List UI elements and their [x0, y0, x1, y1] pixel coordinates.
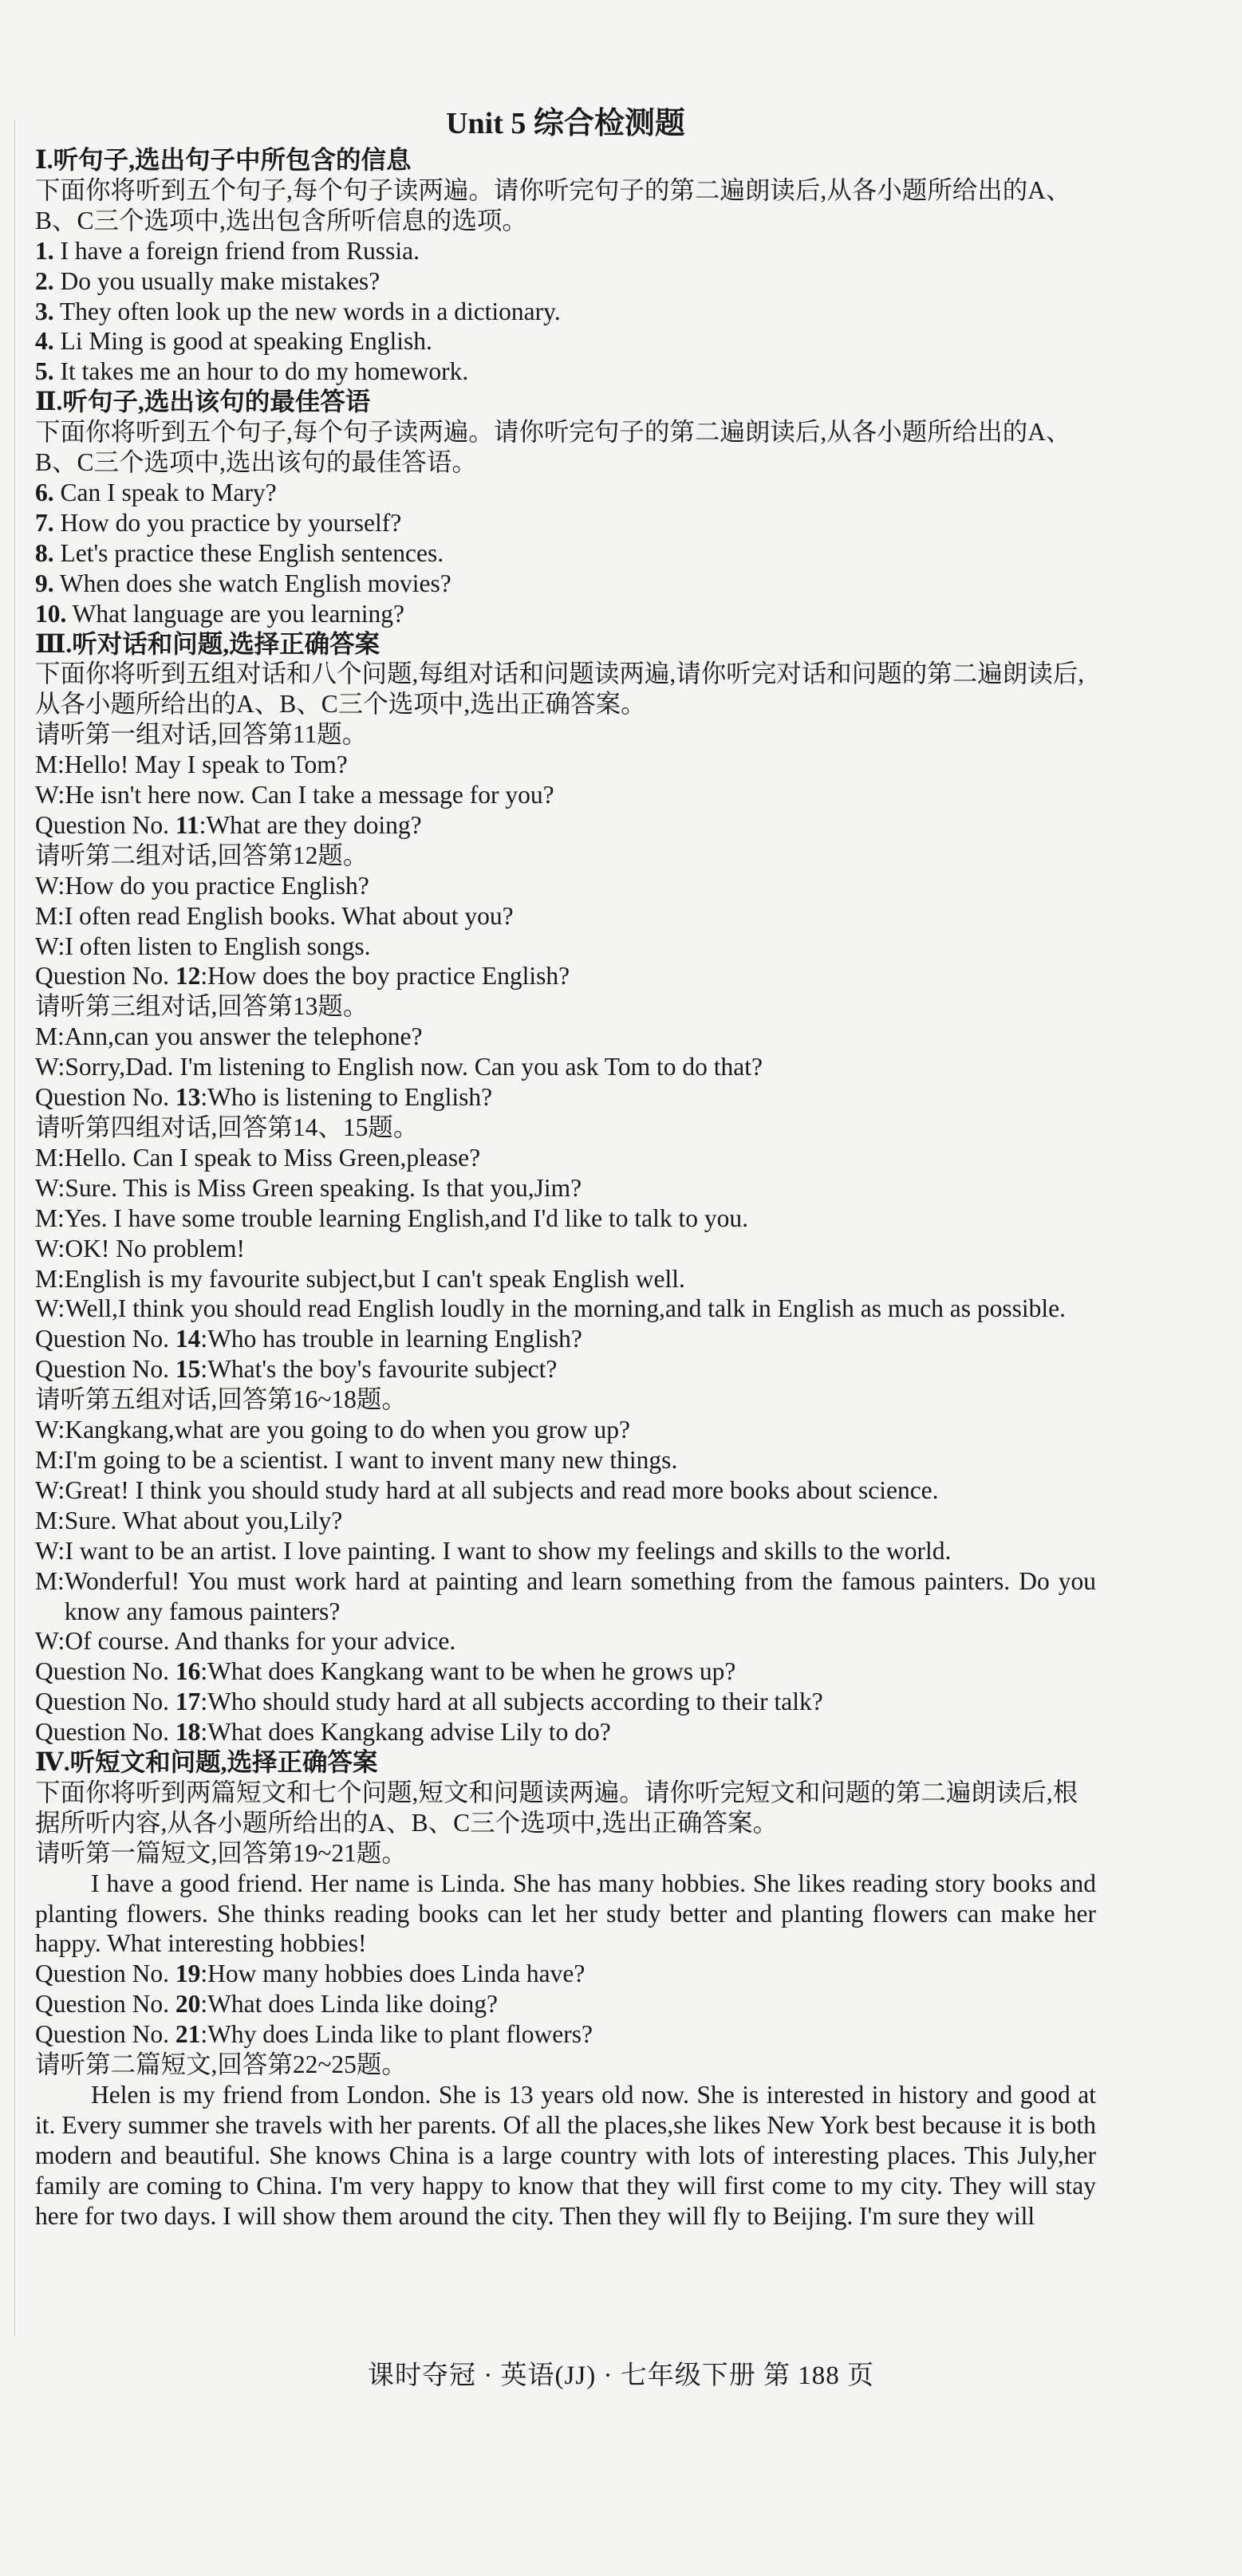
dialogue-text: OK! No problem! — [65, 1234, 246, 1262]
question-prefix: Question No. — [35, 2020, 175, 2049]
item-number: 8. — [35, 538, 54, 567]
dialogue-line — [35, 750, 1096, 780]
section-heading: Ⅱ.听句子,选出该句的最佳答语 — [35, 388, 371, 416]
question-line — [35, 1687, 1096, 1717]
speaker-label: W: — [35, 1053, 65, 1081]
question-number: 21 — [175, 2020, 201, 2049]
item-number: 1. — [35, 236, 54, 265]
dialogue-text: I'm going to be a scientist. I want to invent many new things. — [64, 1445, 678, 1474]
page-gutter-line — [14, 120, 15, 2337]
listening-item — [35, 266, 1096, 297]
question-text: :How many hobbies does Linda have? — [200, 1960, 586, 1988]
listening-item — [35, 236, 1096, 266]
item-text: It takes me an hour to do my homework. — [53, 357, 469, 386]
speaker-label: M: — [35, 1143, 65, 1172]
item-text: Can I speak to Mary? — [53, 478, 277, 506]
speaker-label: W: — [35, 1173, 65, 1202]
speaker-label: W: — [35, 1416, 65, 1444]
item-number: 2. — [35, 266, 54, 295]
item-number: 5. — [35, 357, 54, 386]
question-prefix: Question No. — [35, 1688, 175, 1716]
speaker-label: M: — [35, 750, 65, 779]
dialogue-text: Of course. And thanks for your advice. — [65, 1627, 456, 1656]
dialogue-line — [35, 871, 1096, 901]
item-text: I have a foreign friend from Russia. — [53, 236, 420, 265]
item-text: Li Ming is good at speaking English. — [53, 327, 432, 356]
passage-intro: 请听第二篇短文,回答第22~25题。 — [35, 2050, 407, 2079]
item-number: 9. — [35, 569, 54, 597]
speaker-label: W: — [35, 1475, 65, 1504]
dialogue-text: I often listen to English songs. — [65, 932, 371, 960]
section-heading: Ⅳ.听短文和问题,选择正确答案 — [35, 1748, 378, 1777]
listening-item — [35, 356, 1096, 387]
question-line — [35, 1324, 1096, 1354]
speaker-label: W: — [35, 1234, 65, 1262]
worksheet-content — [35, 145, 1096, 2231]
question-prefix: Question No. — [35, 962, 175, 991]
question-number: 12 — [175, 962, 201, 991]
question-prefix: Question No. — [35, 1325, 175, 1353]
section-instructions: 下面你将听到五组对话和八个问题,每组对话和问题读两遍,请你听完对话和问题的第二遍朗读后,从各小题所给出的A、B、C三个选项中,选出正确答案。 — [35, 660, 1085, 719]
dialogue-text: Hello. Can I speak to Miss Green,please? — [64, 1143, 481, 1172]
speaker-label: M: — [35, 1264, 65, 1293]
question-text: :Who should study hard at all subjects according to their talk? — [200, 1688, 823, 1716]
question-text: :What does Linda like doing? — [200, 1990, 499, 2019]
dialogue-line — [35, 1566, 1096, 1627]
dialogue-text: Yes. I have some trouble learning English,and I'd like to talk to you. — [64, 1203, 748, 1232]
question-line — [35, 1082, 1096, 1113]
item-text: How do you practice by yourself? — [53, 508, 402, 537]
item-number: 7. — [35, 508, 54, 537]
question-text: :Why does Linda like to plant flowers? — [200, 2020, 593, 2049]
question-text: :What are they doing? — [199, 810, 422, 839]
listening-item — [35, 538, 1096, 569]
question-text: :How does the boy practice English? — [200, 962, 570, 991]
dialogue-intro: 请听第二组对话,回答第12题。 — [35, 841, 369, 869]
dialogue-line — [35, 932, 1096, 962]
item-number: 6. — [35, 478, 54, 506]
page-title: Unit 5 综合检测题 — [446, 107, 685, 140]
dialogue-line — [35, 1415, 1096, 1445]
dialogue-text: Well,I think you should read English loudly in the morning,and talk in English as much as possible. — [65, 1294, 1067, 1323]
question-number: 13 — [175, 1083, 201, 1112]
question-line — [35, 1656, 1096, 1687]
section-heading: Ⅲ.听对话和问题,选择正确答案 — [35, 629, 380, 658]
speaker-label: M: — [35, 1506, 65, 1534]
dialogue-line — [35, 1445, 1096, 1475]
question-line — [35, 1959, 1096, 1989]
dialogue-line — [35, 1022, 1096, 1052]
question-number: 14 — [175, 1325, 201, 1353]
listening-item — [35, 326, 1096, 356]
item-number: 10. — [35, 599, 67, 628]
dialogue-text: Sure. What about you,Lily? — [64, 1506, 343, 1534]
listening-item — [35, 599, 1096, 629]
question-prefix: Question No. — [35, 1355, 175, 1384]
listening-item — [35, 297, 1096, 327]
dialogue-text: How do you practice English? — [65, 871, 369, 900]
dialogue-text: Kangkang,what are you going to do when you grow up? — [65, 1416, 630, 1444]
question-text: :Who has trouble in learning English? — [200, 1325, 582, 1353]
dialogue-line — [35, 1506, 1096, 1536]
question-line — [35, 1989, 1096, 2019]
question-prefix: Question No. — [35, 1657, 175, 1686]
dialogue-text: I want to be an artist. I love painting. I want to show my feelings and skills to the world. — [65, 1536, 952, 1565]
dialogue-text: Wonderful! You must work hard at painting and learn something from the famous painters. Do you know any famous painters? — [64, 1566, 1096, 1625]
question-number: 11 — [175, 810, 199, 839]
speaker-label: W: — [35, 1536, 65, 1565]
worksheet-page — [35, 104, 1096, 2231]
speaker-label: W: — [35, 1627, 65, 1656]
speaker-label: M: — [35, 901, 65, 930]
dialogue-line — [35, 780, 1096, 810]
question-prefix: Question No. — [35, 1718, 175, 1747]
dialogue-line — [35, 1234, 1096, 1264]
section-instructions: 下面你将听到五个句子,每个句子读两遍。请你听完句子的第二遍朗读后,从各小题所给出的A、B、C三个选项中,选出包含所听信息的选项。 — [35, 175, 1071, 234]
item-text: They often look up the new words in a dictionary. — [53, 297, 561, 325]
section-instructions: 下面你将听到五个句子,每个句子读两遍。请你听完句子的第二遍朗读后,从各小题所给出的A、B、C三个选项中,选出该句的最佳答语。 — [35, 418, 1071, 477]
speaker-label: W: — [35, 932, 65, 960]
dialogue-intro: 请听第一组对话,回答第11题。 — [35, 720, 368, 749]
item-number: 3. — [35, 297, 54, 325]
passage-text: I have a good friend. Her name is Linda. She has many hobbies. She likes reading story books and planting flowers. She thinks reading books can let her study better and planting flowers can make her happy. What interesting hobbies! — [35, 1869, 1096, 1958]
speaker-label: M: — [35, 1445, 65, 1474]
dialogue-line — [35, 1264, 1096, 1294]
dialogue-text: English is my favourite subject,but I can't speak English well. — [64, 1264, 685, 1293]
dialogue-line — [35, 1475, 1096, 1506]
item-number: 4. — [35, 327, 54, 356]
item-text: Let's practice these English sentences. — [53, 538, 444, 567]
question-line — [35, 1354, 1096, 1385]
passage-text: Helen is my friend from London. She is 13 years old now. She is interested in history and good at it. Every summer she travels with her parents. Of all the places,she likes New York best because it is both modern and beautiful. She knows China is a large country with lots of interesting places. This July,her family are coming to China. I'm very happy to know that they will first come to my city. They will stay here for two days. I will show them around the city. Then they will fly to Beijing. I'm sure they will — [35, 2081, 1096, 2230]
question-line — [35, 810, 1096, 841]
item-text: What language are you learning? — [66, 599, 404, 628]
dialogue-text: Sorry,Dad. I'm listening to English now. Can you ask Tom to do that? — [65, 1053, 763, 1081]
question-text: :What does Kangkang want to be when he grows up? — [200, 1657, 736, 1686]
dialogue-text: Sure. This is Miss Green speaking. Is that you,Jim? — [65, 1173, 582, 1202]
listening-item — [35, 569, 1096, 599]
question-line — [35, 961, 1096, 991]
question-prefix: Question No. — [35, 810, 175, 839]
question-number: 15 — [175, 1355, 201, 1384]
dialogue-line — [35, 1143, 1096, 1173]
dialogue-text: Ann,can you answer the telephone? — [64, 1022, 423, 1051]
passage-intro: 请听第一篇短文,回答第19~21题。 — [35, 1838, 407, 1867]
dialogue-intro: 请听第三组对话,回答第13题。 — [35, 992, 369, 1021]
speaker-label: W: — [35, 871, 65, 900]
dialogue-intro: 请听第四组对话,回答第14、15题。 — [35, 1113, 419, 1141]
dialogue-text: He isn't here now. Can I take a message for you? — [65, 781, 554, 809]
dialogue-line — [35, 1173, 1096, 1203]
section-heading: Ⅰ.听句子,选出句子中所包含的信息 — [35, 146, 412, 174]
question-line — [35, 1717, 1096, 1747]
question-number: 18 — [175, 1718, 201, 1747]
speaker-label: M: — [35, 1022, 65, 1051]
dialogue-line — [35, 1536, 1096, 1566]
speaker-label: M: — [35, 1203, 65, 1232]
question-number: 16 — [175, 1657, 201, 1686]
listening-item — [35, 508, 1096, 538]
question-text: :What's the boy's favourite subject? — [200, 1355, 558, 1384]
dialogue-intro: 请听第五组对话,回答第16~18题。 — [35, 1385, 407, 1414]
dialogue-text: I often read English books. What about you? — [64, 901, 514, 930]
question-prefix: Question No. — [35, 1083, 175, 1112]
question-prefix: Question No. — [35, 1960, 175, 1988]
dialogue-line — [35, 901, 1096, 932]
item-text: Do you usually make mistakes? — [53, 266, 380, 295]
question-line — [35, 2019, 1096, 2050]
dialogue-line — [35, 1052, 1096, 1082]
question-number: 17 — [175, 1688, 201, 1716]
dialogue-text: Great! I think you should study hard at all subjects and read more books about science. — [65, 1475, 939, 1504]
dialogue-line — [35, 1203, 1096, 1234]
dialogue-line — [35, 1294, 1096, 1324]
question-text: :Who is listening to English? — [200, 1083, 493, 1112]
page-footer: 课时夺冠 · 英语(JJ) · 七年级下册 第 188 页 — [368, 2361, 874, 2390]
section-instructions: 下面你将听到两篇短文和七个问题,短文和问题读两遍。请你听完短文和问题的第二遍朗读后,根据所听内容,从各小题所给出的A、B、C三个选项中,选出正确答案。 — [35, 1778, 1078, 1837]
item-text: When does she watch English movies? — [53, 569, 451, 597]
speaker-label: W: — [35, 781, 65, 809]
dialogue-line — [35, 1626, 1096, 1656]
question-number: 20 — [175, 1990, 201, 2019]
dialogue-text: Hello! May I speak to Tom? — [64, 750, 348, 779]
question-number: 19 — [175, 1960, 201, 1988]
speaker-label: M: — [35, 1566, 65, 1595]
question-text: :What does Kangkang advise Lily to do? — [200, 1718, 611, 1747]
speaker-label: W: — [35, 1294, 65, 1323]
question-prefix: Question No. — [35, 1990, 175, 2019]
listening-item — [35, 478, 1096, 508]
